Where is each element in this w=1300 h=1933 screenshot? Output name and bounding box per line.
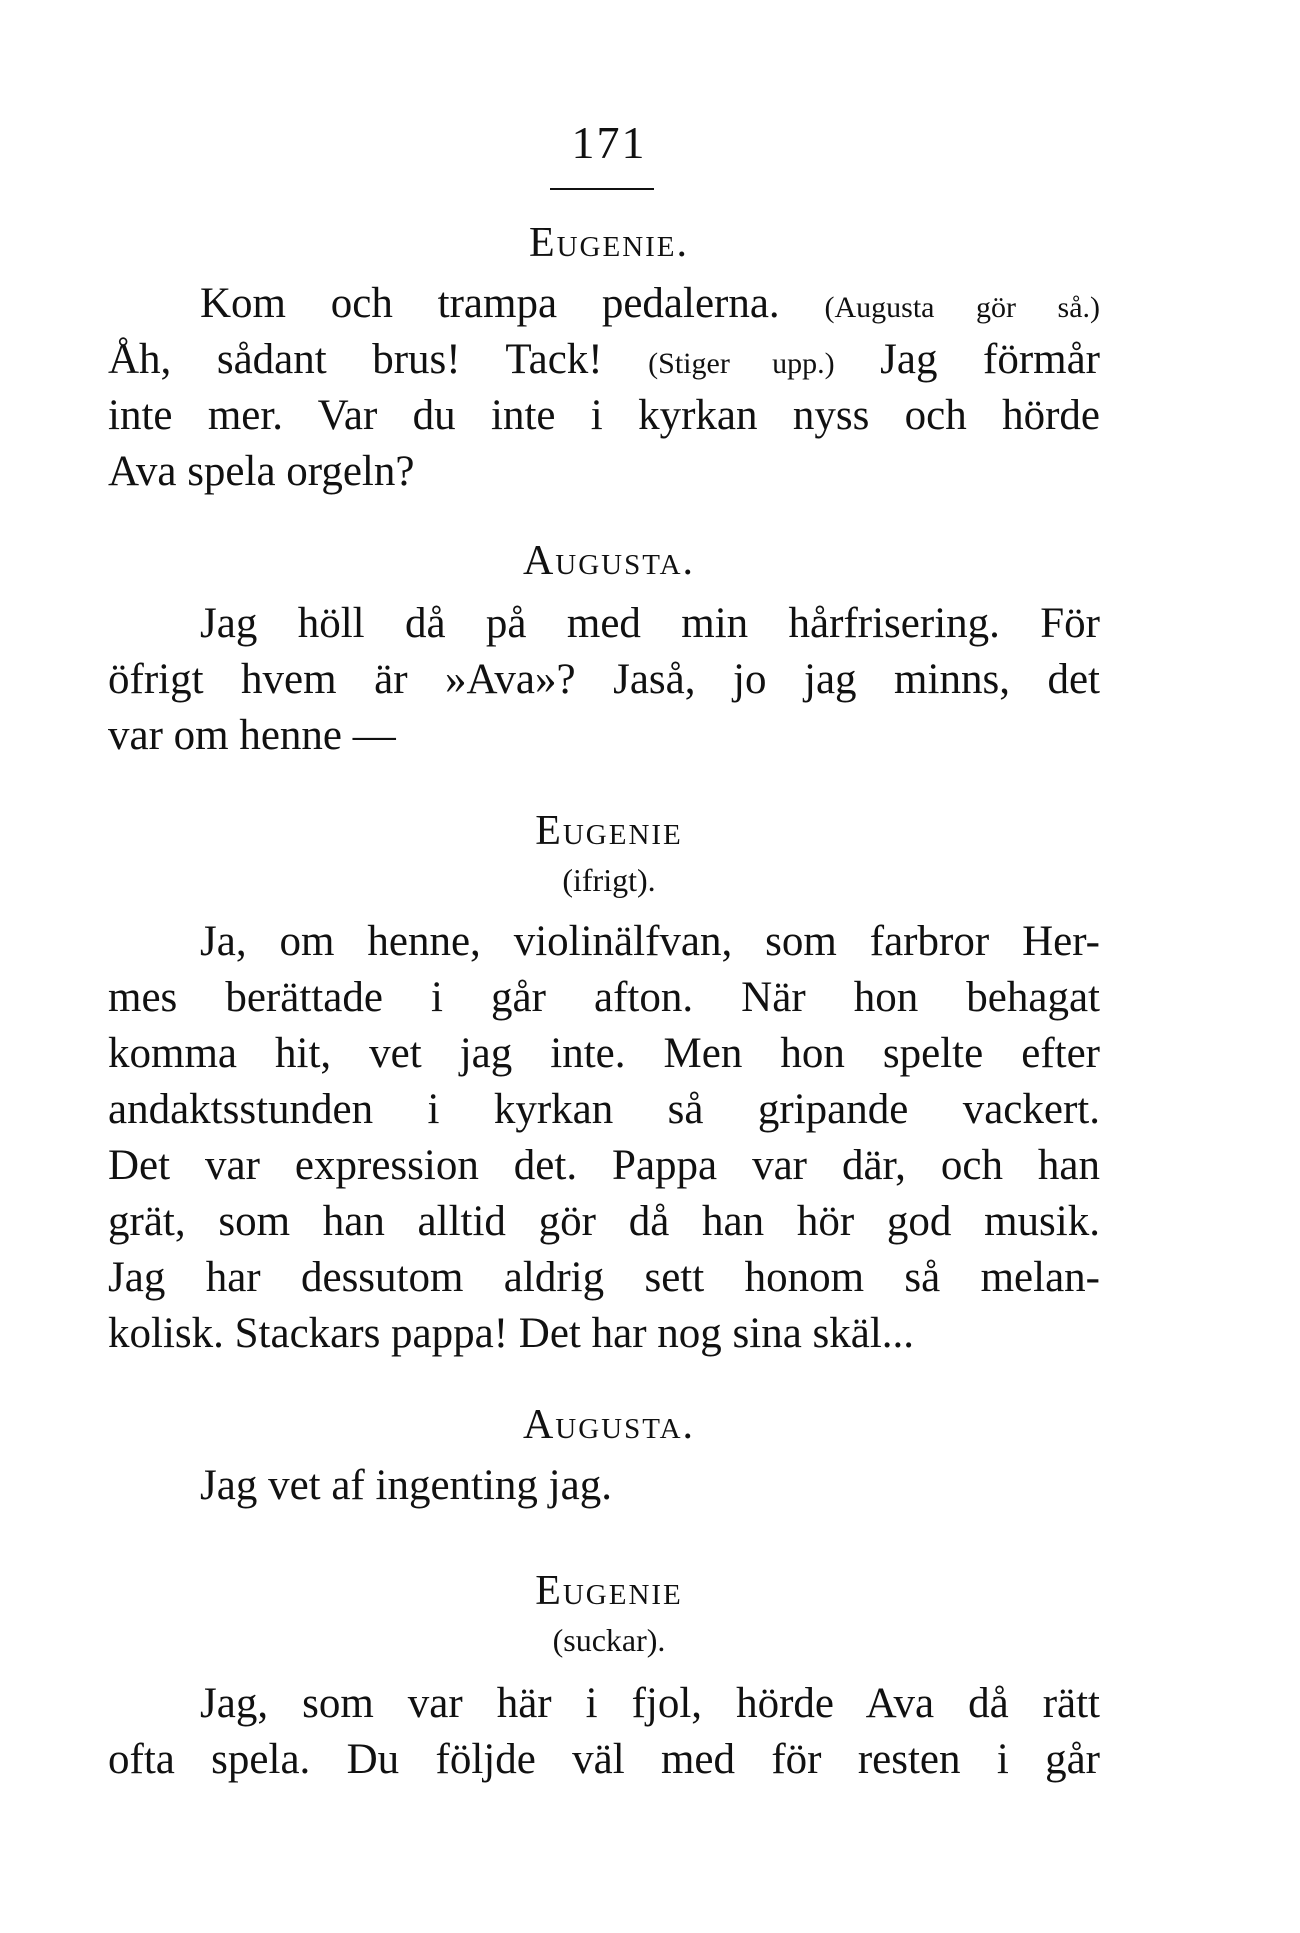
page-number-rule bbox=[550, 188, 654, 190]
speech-line: Det var expression det. Pappa var där, och han bbox=[108, 1142, 1100, 1189]
speech-line: Jag, som var här i fjol, hörde Ava då rätt bbox=[200, 1680, 1100, 1727]
speech-line: inte mer. Var du inte i kyrkan nyss och hörde bbox=[108, 392, 1100, 439]
speech-line: Jag vet af ingenting jag. bbox=[200, 1462, 612, 1509]
speech-paragraph bbox=[108, 1676, 1100, 1788]
speaker-name: Eugenie bbox=[535, 808, 683, 854]
speech-line: Kom och trampa pedalerna. (Augusta gör så.) bbox=[200, 280, 1101, 327]
speech-line: Jag har dessutom aldrig sett honom så melan- bbox=[108, 1254, 1100, 1301]
speech-paragraph bbox=[108, 914, 1100, 1362]
speech-paragraph bbox=[108, 1458, 1100, 1514]
stage-direction: (ifrigt). bbox=[562, 862, 656, 898]
speech-line: Åh, sådant brus! Tack! (Stiger upp.) Jag förmår bbox=[108, 336, 1100, 383]
page-number: 171 bbox=[571, 117, 647, 168]
speech-line: Jag höll då på med min hårfrisering. För bbox=[200, 600, 1100, 647]
speaker-name: Augusta. bbox=[522, 538, 696, 584]
speech-line: ofta spela. Du följde väl med för resten i går bbox=[108, 1736, 1100, 1783]
speech-paragraph bbox=[108, 596, 1100, 764]
stage-direction: (Augusta gör så.) bbox=[824, 291, 1101, 324]
speech-line: var om henne — bbox=[108, 712, 396, 759]
speech-line: andaktsstunden i kyrkan så gripande vackert. bbox=[108, 1086, 1100, 1133]
speech-line: Ava spela orgeln? bbox=[108, 448, 415, 495]
speech-line: mes berättade i går afton. När hon behagat bbox=[108, 974, 1100, 1021]
speech-line: Ja, om henne, violinälfvan, som farbror Her- bbox=[200, 918, 1100, 965]
speaker-name: Augusta. bbox=[522, 1402, 696, 1448]
speech-line: kolisk. Stackars pappa! Det har nog sina skäl... bbox=[108, 1310, 915, 1357]
speech-line: komma hit, vet jag inte. Men hon spelte efter bbox=[108, 1030, 1100, 1077]
speech-line: öfrigt hvem är »Ava»? Jaså, jo jag minns, det bbox=[108, 656, 1100, 703]
speech-line: grät, som han alltid gör då han hör god musik. bbox=[108, 1198, 1100, 1245]
speaker-name: Eugenie bbox=[535, 1568, 683, 1614]
stage-direction: (suckar). bbox=[552, 1622, 666, 1658]
stage-direction: (Stiger upp.) bbox=[648, 347, 835, 380]
speaker-name: Eugenie. bbox=[528, 220, 690, 266]
speech-paragraph bbox=[108, 276, 1100, 500]
